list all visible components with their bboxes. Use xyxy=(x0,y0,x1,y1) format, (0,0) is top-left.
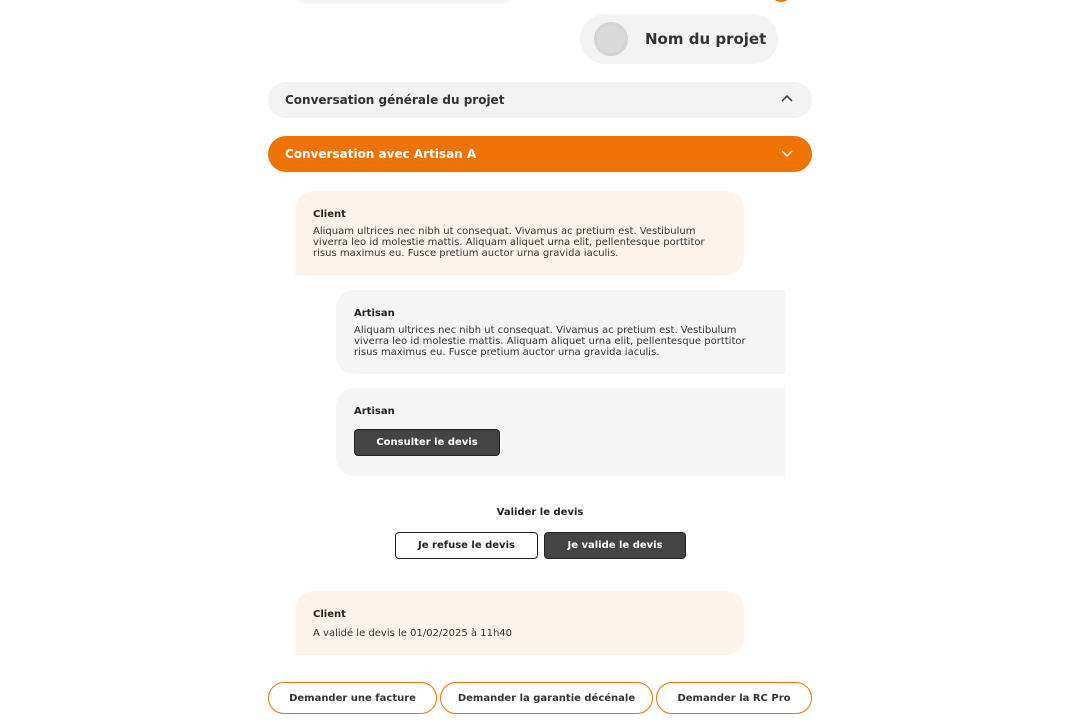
accept-quote-button[interactable]: Je valide le devis xyxy=(544,532,686,559)
previous-card-edge xyxy=(296,0,512,2)
message-text: Aliquam ultrices nec nibh ut consequat. Vivamus ac pretium est. Vestibulum viverra leo id molestie mattis. Aliquam aliquet urna elit, pellentesque porttitor risus maximus eu. Fusce pretium auctor urna gravida iaculis. xyxy=(313,226,705,259)
validate-quote-title: Valider le devis xyxy=(496,507,584,518)
request-warranty-button[interactable]: Demander la garantie décénale xyxy=(440,682,653,714)
message-author: Client xyxy=(313,209,346,220)
message-artisan xyxy=(336,290,785,374)
project-header[interactable] xyxy=(580,14,778,64)
message-text: A validé le devis le 01/02/2025 à 11h40 xyxy=(313,628,513,639)
avatar-placeholder-icon xyxy=(594,22,628,56)
accordion-general-conversation[interactable] xyxy=(268,82,812,118)
message-author: Artisan xyxy=(354,308,395,319)
message-author: Client xyxy=(313,609,346,620)
message-text: Aliquam ultrices nec nibh ut consequat. Vivamus ac pretium est. Vestibulum viverra leo id molestie mattis. Aliquam aliquet urna elit, pellentesque porttitor risus maximus eu. Fusce pretium auctor urna gravida iaculis. xyxy=(354,325,746,358)
message-artisan-quote xyxy=(336,388,785,476)
accordion-artisan-label: Conversation avec Artisan A xyxy=(285,147,477,161)
message-client xyxy=(295,191,744,275)
accordion-general-label: Conversation générale du projet xyxy=(285,93,505,107)
message-author: Artisan xyxy=(354,406,395,417)
accordion-artisan-conversation[interactable] xyxy=(268,136,812,172)
view-quote-button[interactable]: Consulter le devis xyxy=(354,429,500,456)
notification-dot xyxy=(770,0,792,2)
request-rc-pro-button[interactable]: Demander la RC Pro xyxy=(656,682,812,714)
project-name: Nom du projet xyxy=(645,30,767,48)
chevron-down-icon xyxy=(780,146,794,163)
refuse-quote-button[interactable]: Je refuse le devis xyxy=(395,532,538,559)
chevron-up-icon xyxy=(780,92,794,109)
request-invoice-button[interactable]: Demander une facture xyxy=(268,682,437,714)
message-client-validation xyxy=(295,591,744,655)
